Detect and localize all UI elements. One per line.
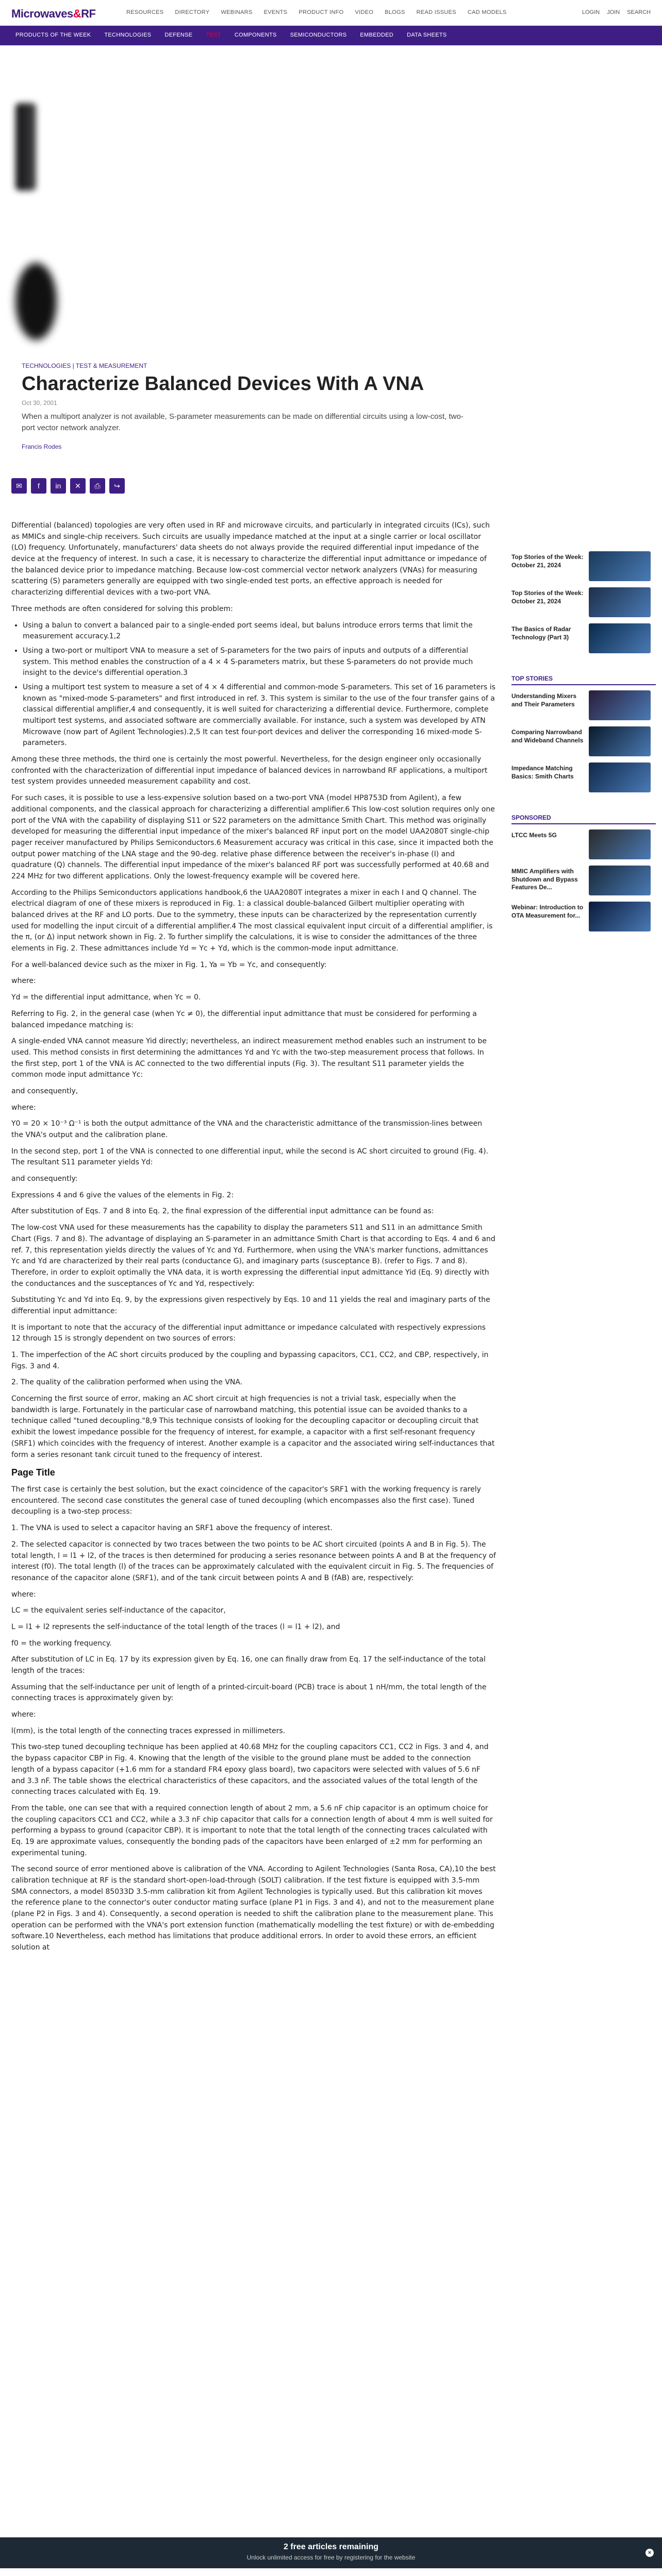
main-nav-item[interactable]: PRODUCTS OF THE WEEK	[15, 32, 91, 38]
sidebar-heading: TOP STORIES	[511, 675, 656, 685]
account-link[interactable]: JOIN	[607, 9, 620, 15]
main-nav-item[interactable]: DATA SHEETS	[407, 32, 447, 38]
sidebar-story[interactable]	[511, 726, 656, 758]
article-paragraph: Expressions 4 and 6 give the values of the elements in Fig. 2:	[11, 1191, 234, 1199]
article-paragraph: 2. The quality of the calibration performed when using the VNA.	[11, 1378, 243, 1387]
envelope-icon[interactable]: ✉	[11, 478, 27, 494]
sidebar-story-title: Comparing Narrowband and Wideband Channels	[511, 728, 584, 744]
main-nav-item[interactable]: TEST	[206, 32, 221, 38]
list-item: • Using a two-port or multiport VNA to measure a set of S-parameters for the two pairs of inputs and outputs of a differential system. This method enables the construction of a 4 × 4 S-parameters matrix, but these S-parameters do not provide much insight to the device's differential operation.3	[23, 646, 496, 679]
sidebar-story-thumbnail	[589, 551, 651, 581]
article-paragraph: where:	[11, 1103, 36, 1112]
article-paragraph: A single-ended VNA cannot measure Yid directly; nevertheless, an indirect measurement method enables such an instrument to be used. This method consists in first determining the admittances Yd and Yc with the two-step measurement process that follows. In the first step, port 1 of the VNA is AC connected to the two differential inputs (Fig. 3). The resultant S11 parameter yields the common mode input admittance Yc:	[11, 1037, 487, 1079]
article-list	[23, 620, 496, 750]
share-icon[interactable]: ↪	[109, 478, 125, 494]
article-paragraph: For such cases, it is possible to use a less-expensive solution based on a two-port VNA (model HP8753D from Agilent), a few additional components, and the classical approach for characterizing a differential amplifier.6 This low-cost solution requires only one port of the VNA with the capability of displaying S11 or S22 parameters on the admittance Smith Chart. This method was originally developed for measuring the differential input impedance of the mixer's balanced RF input port on the model UAA2080T single-chip pager receiver manufactured by Philips Semiconductors.6 Measurement accuracy was critical in this case, since it impacted both the output power matching of the LNA stage and the 90-deg. relative phase difference between the receiver's in-phase (I) and quadrature (Q) channels. The differential input impedance of the mixer's balanced RF port was successfully performed at 40.68 and 224 MHz for two different applications. Only the lowest-frequency example will be covered here.	[11, 794, 495, 880]
article-paragraph: It is important to note that the accuracy of the differential input admittance or impedance calculated with respectively expressions 12 through 15 is strongly dependent on two sources of errors:	[11, 1323, 486, 1343]
article-paragraph: 1. The VNA is used to select a capacitor having an SRF1 above the frequency of interest.	[11, 1524, 333, 1533]
share-bar	[11, 478, 129, 494]
article-paragraph: Assuming that the self-inductance per unit of length of a printed-circuit-board (PCB) trace is about 1 nH/mm, the total length of the connecting traces is approximately given by:	[11, 1683, 487, 1703]
account-link[interactable]: SEARCH	[627, 9, 651, 15]
article-paragraph: After substitution of LC in Eq. 17 by its expression given by Eq. 16, one can finally draw from Eq. 17 the self-inductance of the total length of the traces:	[11, 1655, 486, 1675]
top-bar	[0, 0, 662, 26]
article-paragraph: For a well-balanced device such as the mixer in Fig. 1, Ya = Yb = Yc, and consequently:	[11, 960, 327, 969]
article-paragraph: Concerning the first source of error, making an AC short circuit at high frequencies is not a trivial task, especially when the bandwidth is large. Fortunately in the particular case of narrowband matching, this potential issue can be avoided thanks to a technique called "tuned decoupling."8,9 This technique consists of looking for the decoupling capacitor or decoupling circuit that exhibit the lowest impedance possible for the frequency of interest, for example, a capacitor with a first self-resonant frequency (SRF1) which coincides with the frequency of interest. Another example is a capacitor and the associated wiring self-inductances that form a series resonant tank circuit tuned to the frequency of interest.	[11, 1395, 495, 1459]
print-icon[interactable]: ⎙	[90, 478, 105, 494]
list-item: • Using a balun to convert a balanced pair to a single-ended port seems ideal, but baluns introduce errors terms that limit the measurement accuracy.1,2	[23, 620, 496, 642]
sidebar-story-thumbnail	[589, 623, 651, 653]
list-item: • Using a multiport test system to measure a set of 4 × 4 differential and common-mode S-parameters. This set of 16 parameters is known as "mixed-mode S-parameters" and first introduced in ref. 3. This system is similar to the use of the four transfer gains of a classical differential amplifier,4 and consequently, it is well suited for characterizing a differential device. Furthermore, complete multiport test systems, and associated software are commercially available. For instance, such a system was developed by ATN Microwave (now part of Agilent Technologies).2,5 It can test four-port devices and deliver the corresponding 16 mixed-mode S-parameters.	[23, 682, 496, 749]
sidebar-story-title: MMIC Amplifiers with Shutdown and Bypass Features De...	[511, 868, 578, 891]
main-nav-bar	[0, 26, 662, 45]
main-nav-item[interactable]: SEMICONDUCTORS	[290, 32, 347, 38]
article-paragraph: Substituting Yc and Yd into Eq. 9, by the expressions given respectively by Eqs. 10 and 11 yields the real and imaginary parts of the differential input admittance:	[11, 1296, 490, 1315]
article-paragraph: After substitution of Eqs. 7 and 8 into Eq. 2, the final expression of the differential input admittance can be found as:	[11, 1207, 434, 1216]
section-heading: Page Title	[11, 1467, 55, 1478]
sidebar	[511, 551, 656, 938]
article-summary: When a multiport analyzer is not available, S-parameter measurements can be made on differential circuits using a low-cost, two-port vector network analyzer.	[22, 412, 464, 432]
linkedin-icon[interactable]: in	[51, 478, 66, 494]
article-paragraph: According to the Philips Semiconductors applications handbook,6 the UAA2080T integrates a mixer in each I and Q channel. The electrical diagram of one of these mixers is reproduced in Fig. 1: a classical double-balanced Gilbert multiplier operating with balanced drives at the RF and LO ports. Due to the symmetry, these inputs can be characterized by the representation currently used for modelling the input circuit of a differential amplifier.4 The most classical equivalent input circuit of a differential amplifier, is the π, (or Δ) input network shown in Fig. 2. To further simplify the calculations, it is wise to consider the admittances of the three elements in Fig. 2. These admittances include Yd = Yc + Yd, which is the common-mode input admittance.	[11, 888, 493, 953]
main-nav-item[interactable]: DEFENSE	[164, 32, 193, 38]
top-nav	[126, 9, 518, 15]
page-title: Characterize Balanced Devices With A VNA	[22, 373, 424, 395]
article-paragraph: LC = the equivalent series self-inductance of the capacitor,	[11, 1606, 226, 1615]
top-nav-link[interactable]: VIDEO	[355, 9, 374, 15]
sidebar-story-title: The Basics of Radar Technology (Part 3)	[511, 625, 571, 641]
main-nav-item[interactable]: TECHNOLOGIES	[104, 32, 152, 38]
sidebar-story[interactable]	[511, 762, 656, 794]
facebook-icon[interactable]: f	[31, 478, 46, 494]
sidebar-story-thumbnail	[589, 726, 651, 756]
logo-rf: RF	[81, 7, 96, 20]
top-nav-link[interactable]: WEBINARS	[221, 9, 253, 15]
logo-text: Microwaves	[11, 7, 73, 20]
blurred-ad-image	[15, 103, 36, 191]
top-nav-link[interactable]: READ ISSUES	[416, 9, 456, 15]
account-link[interactable]: LOGIN	[582, 9, 600, 15]
article-paragraph: The second source of error mentioned above is calibration of the VNA. According to Agilent Technologies (Santa Rosa, CA),10 the best calibration technique at RF is the standard short-open-load-through (SOLT) calibration. If the test fixture is equipped with 3.5-mm SMA connectors, a model 85033D 3.5-mm calibration kit from Agilent Technologies is typically used. But this calibration kit moves the reference plane to the connector's outer conductor mating surface (plane P1 in Figs. 3 and 4), and not to the measurement plane (plane P2 in Figs. 3 and 4). Consequently, a second operation is needed to shift the calibration plane to the measurement plane. This operation can be performed with the VNA's port extension function (mathematically modelling the test fixture) or with de-embedding software.10 Nevertheless, each method has limitations that produce additional errors. In order to avoid these errors, an efficient solution at	[11, 1865, 496, 1952]
sidebar-story[interactable]	[511, 690, 656, 722]
article-paragraph: 2. The selected capacitor is connected by two traces between the two points to be AC short circuited (points A and B in Fig. 5). The total length, l = l1 + l2, of the traces is then determined for producing a series resonance between points A and B at the frequency of interest (f0). The total length (l) of the traces can be approximately calculated with the equivalent circuit in Fig. 5. The frequencies of resonance of the capacitor alone (SRF1), and of the tank circuit between points A and B (fAB) are, respectively:	[11, 1540, 496, 1582]
top-nav-link[interactable]: RESOURCES	[126, 9, 164, 15]
article-paragraph: f0 = the working frequency.	[11, 1639, 112, 1648]
sidebar-story[interactable]	[511, 623, 656, 655]
sidebar-story-thumbnail	[589, 829, 651, 859]
sidebar-story-title: Webinar: Introduction to OTA Measurement for...	[511, 904, 584, 919]
article-paragraph: and consequently,	[11, 1087, 78, 1095]
sidebar-story-title: Impedance Matching Basics: Smith Charts	[511, 765, 574, 780]
article-paragraph: Y0 = 20 × 10⁻³ Ω⁻¹ is both the output admittance of the VNA and the characteristic admittance of the transmission-lines between the VNA's output and the calibration plane.	[11, 1120, 483, 1139]
logo-ampersand: &	[73, 7, 81, 20]
article-paragraph: and consequently:	[11, 1175, 78, 1183]
article-paragraph: 1. The imperfection of the AC short circuits produced by the coupling and bypassing capacitors, CC1, CC2, and CBP, respectively, in Figs. 3 and 4.	[11, 1351, 489, 1370]
sidebar-story[interactable]	[511, 902, 656, 934]
top-nav-link[interactable]: CAD MODELS	[467, 9, 507, 15]
article-author[interactable]: Francis Rodes	[22, 443, 62, 450]
top-nav-link[interactable]: DIRECTORY	[175, 9, 210, 15]
breadcrumb[interactable]: TECHNOLOGIES | TEST & MEASUREMENT	[22, 362, 147, 369]
article-paragraph: l(mm), is the total length of the connecting traces expressed in millimeters.	[11, 1726, 286, 1735]
article-paragraph: where:	[11, 977, 36, 986]
main-nav	[15, 32, 460, 38]
article-paragraph: The low-cost VNA used for these measurements has the capability to display the parameters S11 and S11 in an admittance Smith Chart (Figs. 7 and 8). The advantage of displaying an S-parameter in an admittance Smith Chart is that according to Eqs. 4 and 6 and ref. 7, this representation yields directly the values of Yc and Yd. Furthermore, when using the VNA's marker functions, admittances Yc and Yd are characterized by their real parts (conductance G), and imaginary parts (susceptance B). (refer to Figs. 7 and 8). Therefore, in order to exploit optimally the VNA data, it is worth expressing the differential input admittance Yid (Eq. 9) directly with the conductances and the susceptances of Yc and Yd, respectively:	[11, 1224, 495, 1288]
article-paragraph: Yd = the differential input admittance, when Yc = 0.	[11, 993, 201, 1002]
blurred-ad-image	[15, 263, 57, 340]
sidebar-story-title: LTCC Meets 5G	[511, 832, 557, 839]
account-links	[575, 9, 651, 15]
close-icon[interactable]: ×	[646, 2549, 654, 2557]
article-body	[11, 520, 496, 1959]
sidebar-story[interactable]	[511, 866, 656, 897]
sidebar-heading-sponsored: SPONSORED	[511, 814, 656, 824]
article-paragraph: This two-step tuned decoupling technique has been applied at 40.68 MHz for the coupling capacitors CC1, CC2 in Figs. 3 and 4, and the bypass capacitor CBP in Fig. 4. Knowing that the length of the visible to the ground plane must be added to the connection length of a bypass capacitor (+1.6 mm for a standard FR4 epoxy glass board), two capacitors were selected with values of 5.6 nF and 3.3 nF. The table shows the electrical characteristics of these capacitors, and the associated values of the total length of the connecting traces calculated with Eq. 19.	[11, 1743, 489, 1797]
article-paragraph: From the table, one can see that with a required connection length of about 2 mm, a 5.6 nF chip capacitor is an optimum choice for the coupling capacitors CC1 and CC2, while a 3.3 nF chip capacitor that calls for a connection length of about 4 mm is well suited for performing a bypass to ground (capacitor CBP). It is important to note that the total length of the connecting traces calculated with Eq. 19 are approximate values, consequently the bonding pads of the capacitors have been enlarged of ±2 mm for performing an experimental tuning.	[11, 1804, 493, 1857]
spacer	[511, 659, 656, 675]
twitter-icon[interactable]: ✕	[70, 478, 86, 494]
main-nav-item[interactable]: COMPONENTS	[234, 32, 277, 38]
sidebar-story[interactable]	[511, 587, 656, 619]
spacer	[511, 799, 656, 814]
article-paragraph: Referring to Fig. 2, in the general case (when Yc ≠ 0), the differential input admittance that must be considered for performing a balanced impedance matching is:	[11, 1009, 477, 1029]
site-logo[interactable]	[11, 7, 95, 21]
sidebar-story-thumbnail	[589, 762, 651, 792]
sidebar-story-thumbnail	[589, 690, 651, 720]
sidebar-story-thumbnail	[589, 902, 651, 931]
article-date: Oct 30, 2001	[22, 399, 57, 406]
article-paragraph: Among these three methods, the third one is certainly the most powerful. Nevertheless, for the design engineer only occasionally confronted with the characterization of differential input impedance of balanced devices in narrowband RF applications, a multiport test system provides unneeded measurement capability and cost.	[11, 755, 488, 786]
article-paragraph: Three methods are often considered for solving this problem:	[11, 604, 233, 613]
sidebar-story-title: Understanding Mixers and Their Parameters	[511, 692, 577, 708]
top-nav-link[interactable]: BLOGS	[385, 9, 405, 15]
article-paragraph: L = l1 + l2 represents the self-inductance of the total length of the traces (l = l1 + l2), and	[11, 1622, 340, 1631]
sidebar-story[interactable]	[511, 829, 656, 861]
article-paragraph: where:	[11, 1590, 36, 1599]
sidebar-story-title: Top Stories of the Week: October 21, 2024	[511, 589, 584, 605]
article-paragraph: where:	[11, 1710, 36, 1719]
article-paragraph: In the second step, port 1 of the VNA is connected to one differential input, while the second is AC short circuited to ground (Fig. 4). The resultant S11 parameter yields Yd:	[11, 1147, 488, 1167]
main-nav-item[interactable]: EMBEDDED	[360, 32, 394, 38]
paywall-subtext: Unlock unlimited access for free by registering for the website	[246, 2554, 416, 2561]
sidebar-story-thumbnail	[589, 587, 651, 617]
sidebar-story-thumbnail	[589, 866, 651, 895]
sidebar-story-title: Top Stories of the Week: October 21, 2024	[511, 553, 584, 569]
top-nav-link[interactable]: EVENTS	[263, 9, 288, 15]
article-paragraph: The first case is certainly the best solution, but the exact coincidence of the capacitor's SRF1 with the working frequency is rarely encountered. The second case constitutes the general case of tuned decoupling (which encompasses also the first case). Tuned decoupling is a two-step process:	[11, 1485, 481, 1516]
article-paragraph: Differential (balanced) topologies are very often used in RF and microwave circuits, and particularly in integrated circuits (ICs), such as MMICs and single-chip receivers. Such circuits are usually impedance matched at the input at a single carrier or local oscillator (LO) frequency. Unfortunately, manufacturers' data sheets do not always provide the required differential input impedance of the device at the frequency of interest. In such a case, it is necessary to characterize the differential input admittance or impedance of the balanced device prior to impedance matching. Because low-cost commercial vector network analyzers (VNAs) for measuring scattering (S) parameters generally are equipped with two single-ended test ports, an effective approach is needed for characterizing differential devices with a two-port VNA.	[11, 521, 490, 597]
top-nav-link[interactable]: PRODUCT INFO	[299, 9, 344, 15]
paywall-banner[interactable]	[0, 2537, 662, 2568]
sidebar-story[interactable]	[511, 551, 656, 583]
paywall-heading: 2 free articles remaining	[283, 2543, 379, 2551]
